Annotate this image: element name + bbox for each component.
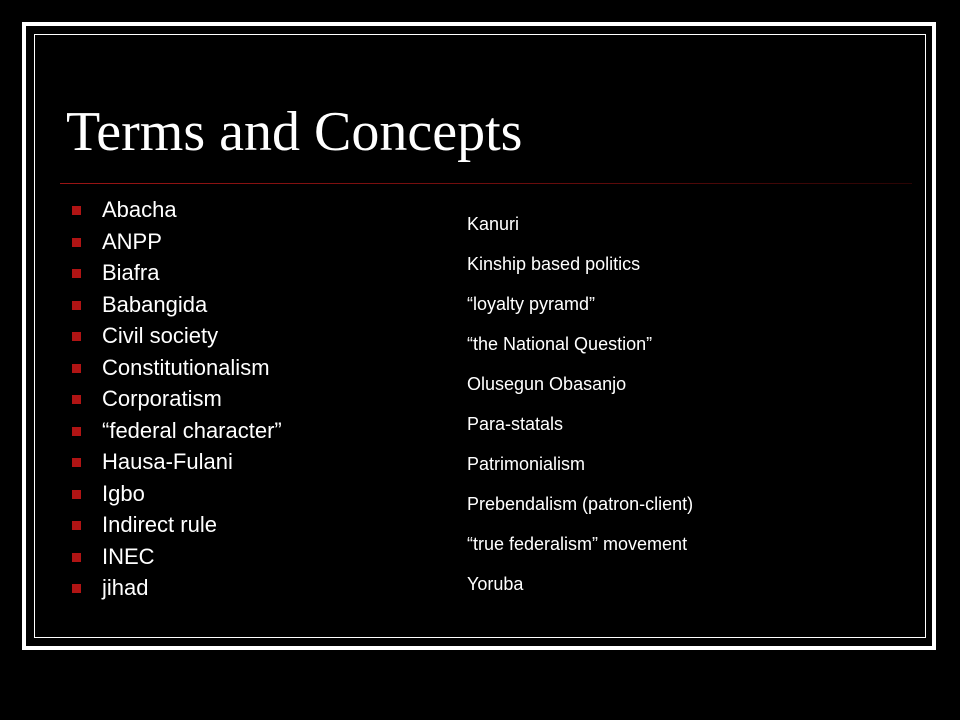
term-text: “federal character”	[102, 417, 282, 443]
list-item: Prebendalism (patron-client)	[467, 494, 694, 514]
square-bullet-icon	[72, 301, 81, 310]
list-item	[72, 257, 282, 289]
square-bullet-icon	[72, 490, 81, 499]
square-bullet-icon	[72, 553, 81, 562]
term-text: Corporatism	[102, 386, 222, 411]
square-bullet-icon	[72, 427, 81, 436]
list-item	[72, 478, 282, 510]
term-text: Hausa-Fulani	[102, 449, 233, 474]
list-item	[72, 541, 282, 573]
title-divider	[60, 183, 912, 184]
square-bullet-icon	[72, 458, 81, 467]
list-item	[72, 289, 282, 321]
square-bullet-icon	[72, 206, 81, 215]
list-item	[72, 194, 282, 226]
square-bullet-icon	[72, 521, 81, 530]
square-bullet-icon	[72, 395, 81, 404]
slide-title: Terms and Concepts	[66, 101, 523, 163]
square-bullet-icon	[72, 332, 81, 341]
term-text: Indirect rule	[102, 512, 217, 537]
list-item: “loyalty pyramd”	[467, 294, 596, 314]
term-text: Babangida	[102, 291, 208, 317]
list-item: Yoruba	[467, 574, 524, 594]
term-text: Constitutionalism	[102, 354, 270, 380]
right-term-list	[467, 204, 693, 604]
list-item: Olusegun Obasanjo	[467, 374, 627, 394]
list-item: “true federalism” movement	[467, 534, 688, 554]
list-item	[72, 226, 282, 258]
list-item	[72, 446, 282, 478]
term-text: INEC	[102, 543, 155, 569]
list-item	[72, 509, 282, 541]
list-item: Kanuri	[467, 214, 520, 234]
list-item	[72, 415, 282, 447]
list-item: Para-statals	[467, 414, 564, 434]
square-bullet-icon	[72, 269, 81, 278]
square-bullet-icon	[72, 238, 81, 247]
list-item	[72, 352, 282, 384]
square-bullet-icon	[72, 584, 81, 593]
left-term-list	[72, 194, 282, 604]
list-item	[72, 383, 282, 415]
term-text: ANPP	[102, 228, 162, 254]
square-bullet-icon	[72, 364, 81, 373]
list-item	[72, 572, 282, 604]
list-item: Patrimonialism	[467, 454, 586, 474]
list-item	[72, 320, 282, 352]
term-text: Igbo	[102, 480, 145, 506]
term-text: Abacha	[102, 197, 177, 222]
list-item: Kinship based politics	[467, 254, 641, 274]
list-item: “the National Question”	[467, 334, 653, 354]
term-text: jihad	[102, 575, 149, 600]
term-text: Biafra	[102, 260, 160, 285]
term-text: Civil society	[102, 323, 219, 348]
